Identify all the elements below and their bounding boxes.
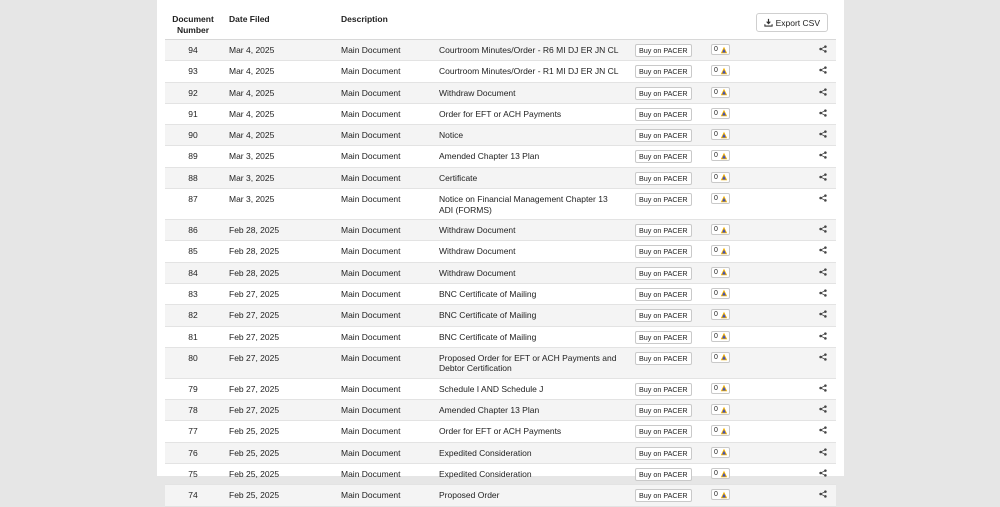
triangle-logo-icon bbox=[720, 247, 728, 255]
buy-on-pacer-button[interactable]: Buy on PACER bbox=[635, 65, 692, 78]
triangle-logo-icon bbox=[720, 491, 728, 499]
count-value: 0 bbox=[714, 173, 718, 181]
date-filed: Mar 4, 2025 bbox=[229, 108, 275, 119]
date-filed: Feb 27, 2025 bbox=[229, 310, 280, 321]
main-document-link[interactable]: Main Document bbox=[341, 469, 401, 480]
buy-on-pacer-button[interactable]: Buy on PACER bbox=[635, 193, 692, 206]
main-document-link[interactable]: Main Document bbox=[341, 352, 401, 363]
triangle-logo-icon bbox=[720, 289, 728, 297]
count-value: 0 bbox=[714, 247, 718, 255]
count-value: 0 bbox=[714, 427, 718, 435]
triangle-logo-icon bbox=[720, 195, 728, 203]
document-number: 93 bbox=[188, 66, 198, 77]
description-text: Expedited Consideration bbox=[439, 469, 532, 480]
date-filed: Feb 28, 2025 bbox=[229, 246, 280, 257]
triangle-logo-icon bbox=[720, 384, 728, 392]
table-row bbox=[165, 421, 836, 442]
share-icon[interactable] bbox=[819, 130, 827, 138]
header-description: Description bbox=[341, 14, 388, 24]
main-document-link[interactable]: Main Document bbox=[341, 331, 401, 342]
buy-on-pacer-button[interactable]: Buy on PACER bbox=[635, 425, 692, 438]
count-value: 0 bbox=[714, 152, 718, 160]
count-badge[interactable] bbox=[711, 288, 730, 299]
share-icon[interactable] bbox=[819, 151, 827, 159]
main-document-link[interactable]: Main Document bbox=[341, 447, 401, 458]
buy-on-pacer-button[interactable]: Buy on PACER bbox=[635, 172, 692, 185]
share-icon[interactable] bbox=[819, 225, 827, 233]
share-icon[interactable] bbox=[819, 45, 827, 53]
triangle-logo-icon bbox=[720, 88, 728, 96]
count-badge[interactable] bbox=[711, 331, 730, 342]
description-text: Notice bbox=[439, 130, 464, 141]
buy-on-pacer-button[interactable]: Buy on PACER bbox=[635, 447, 692, 460]
table-row bbox=[165, 485, 836, 506]
description-text: Proposed Order bbox=[439, 490, 500, 501]
document-number: 74 bbox=[188, 490, 198, 501]
main-document-link[interactable]: Main Document bbox=[341, 267, 401, 278]
count-value: 0 bbox=[714, 353, 718, 361]
document-number: 84 bbox=[188, 267, 198, 278]
buy-on-pacer-button[interactable]: Buy on PACER bbox=[635, 245, 692, 258]
triangle-logo-icon bbox=[720, 226, 728, 234]
triangle-logo-icon bbox=[720, 448, 728, 456]
description-text: Notice on Financial Management Chapter 13 ADI (FORMS) bbox=[439, 194, 608, 215]
count-value: 0 bbox=[714, 195, 718, 203]
date-filed: Feb 25, 2025 bbox=[229, 490, 280, 501]
count-badge[interactable] bbox=[711, 309, 730, 320]
count-value: 0 bbox=[714, 268, 718, 276]
share-icon[interactable] bbox=[819, 310, 827, 318]
table-row bbox=[165, 146, 836, 167]
date-filed: Mar 4, 2025 bbox=[229, 66, 275, 77]
share-icon[interactable] bbox=[819, 353, 827, 361]
triangle-logo-icon bbox=[720, 427, 728, 435]
count-badge[interactable] bbox=[711, 383, 730, 394]
export-csv-button[interactable] bbox=[756, 13, 828, 32]
main-document-link[interactable]: Main Document bbox=[341, 383, 401, 394]
table-row bbox=[165, 327, 836, 348]
count-badge[interactable] bbox=[711, 245, 730, 256]
table-row bbox=[165, 61, 836, 82]
description-text: Withdraw Document bbox=[439, 87, 516, 98]
share-icon[interactable] bbox=[819, 194, 827, 202]
table-row bbox=[165, 379, 836, 400]
document-number: 80 bbox=[188, 352, 198, 363]
share-icon[interactable] bbox=[819, 289, 827, 297]
count-badge[interactable] bbox=[711, 87, 730, 98]
date-filed: Mar 4, 2025 bbox=[229, 130, 275, 141]
share-icon[interactable] bbox=[819, 332, 827, 340]
count-value: 0 bbox=[714, 332, 718, 340]
share-icon[interactable] bbox=[819, 173, 827, 181]
date-filed: Mar 4, 2025 bbox=[229, 45, 275, 55]
document-number: 87 bbox=[188, 194, 198, 205]
date-filed: Feb 27, 2025 bbox=[229, 405, 280, 416]
table-row bbox=[165, 263, 836, 284]
description-text: Amended Chapter 13 Plan bbox=[439, 151, 540, 162]
document-number: 92 bbox=[188, 87, 198, 98]
table-row bbox=[165, 83, 836, 104]
count-badge[interactable] bbox=[711, 129, 730, 140]
document-number: 85 bbox=[188, 246, 198, 257]
main-document-link[interactable]: Main Document bbox=[341, 288, 401, 299]
document-number: 75 bbox=[188, 469, 198, 480]
count-badge[interactable] bbox=[711, 65, 730, 76]
document-number: 78 bbox=[188, 405, 198, 416]
count-badge[interactable] bbox=[711, 404, 730, 415]
header-date-filed: Date Filed bbox=[229, 14, 270, 24]
buy-on-pacer-button[interactable]: Buy on PACER bbox=[635, 404, 692, 417]
description-text: BNC Certificate of Mailing bbox=[439, 288, 537, 299]
table-row bbox=[165, 40, 836, 61]
count-badge[interactable] bbox=[711, 468, 730, 479]
description-text: Courtroom Minutes/Order - R1 MI DJ ER JN CL bbox=[439, 66, 619, 77]
buy-on-pacer-button[interactable]: Buy on PACER bbox=[635, 150, 692, 163]
triangle-logo-icon bbox=[720, 470, 728, 478]
description-text: BNC Certificate of Mailing bbox=[439, 310, 537, 321]
table-row bbox=[165, 348, 836, 379]
download-icon bbox=[764, 18, 773, 27]
triangle-logo-icon bbox=[720, 152, 728, 160]
count-badge[interactable] bbox=[711, 172, 730, 183]
share-icon[interactable] bbox=[819, 268, 827, 276]
table-row bbox=[165, 241, 836, 262]
description-text: Order for EFT or ACH Payments bbox=[439, 108, 562, 119]
date-filed: Feb 27, 2025 bbox=[229, 352, 280, 363]
table-row bbox=[165, 305, 836, 326]
main-document-link[interactable]: Main Document bbox=[341, 246, 401, 257]
buy-on-pacer-button[interactable]: Buy on PACER bbox=[635, 224, 692, 237]
main-document-link[interactable]: Main Document bbox=[341, 490, 401, 501]
count-value: 0 bbox=[714, 46, 718, 53]
share-icon[interactable] bbox=[819, 426, 827, 434]
triangle-logo-icon bbox=[720, 109, 728, 117]
table-header bbox=[165, 0, 836, 40]
document-number: 90 bbox=[188, 130, 198, 141]
count-badge[interactable] bbox=[711, 44, 730, 55]
document-number: 79 bbox=[188, 383, 198, 394]
docket-panel bbox=[157, 0, 844, 501]
triangle-logo-icon bbox=[720, 353, 728, 361]
triangle-logo-icon bbox=[720, 67, 728, 75]
description-text: BNC Certificate of Mailing bbox=[439, 331, 537, 342]
buy-on-pacer-button[interactable]: Buy on PACER bbox=[635, 267, 692, 280]
count-value: 0 bbox=[714, 88, 718, 96]
date-filed: Mar 3, 2025 bbox=[229, 151, 275, 162]
main-document-link[interactable]: Main Document bbox=[341, 225, 401, 236]
date-filed: Mar 3, 2025 bbox=[229, 172, 275, 183]
share-icon[interactable] bbox=[819, 246, 827, 254]
header-document-number: Document Number bbox=[172, 14, 214, 35]
date-filed: Feb 25, 2025 bbox=[229, 469, 280, 480]
count-value: 0 bbox=[714, 289, 718, 297]
document-number: 86 bbox=[188, 225, 198, 236]
share-icon[interactable] bbox=[819, 490, 827, 498]
table-row bbox=[165, 464, 836, 485]
document-number: 89 bbox=[188, 151, 198, 162]
count-value: 0 bbox=[714, 384, 718, 392]
document-number: 94 bbox=[188, 45, 198, 55]
description-text: Schedule I AND Schedule J bbox=[439, 383, 544, 394]
table-row bbox=[165, 168, 836, 189]
count-badge[interactable] bbox=[711, 150, 730, 161]
date-filed: Feb 28, 2025 bbox=[229, 225, 280, 236]
count-badge[interactable] bbox=[711, 425, 730, 436]
date-filed: Feb 28, 2025 bbox=[229, 267, 280, 278]
count-value: 0 bbox=[714, 67, 718, 75]
buy-on-pacer-button[interactable]: Buy on PACER bbox=[635, 309, 692, 322]
table-row bbox=[165, 104, 836, 125]
description-text: Expedited Consideration bbox=[439, 447, 532, 458]
count-value: 0 bbox=[714, 491, 718, 499]
description-text: Order for EFT or ACH Payments bbox=[439, 426, 562, 437]
triangle-logo-icon bbox=[720, 268, 728, 276]
document-number: 81 bbox=[188, 331, 198, 342]
count-badge[interactable] bbox=[711, 267, 730, 278]
count-badge[interactable] bbox=[711, 447, 730, 458]
main-document-link[interactable]: Main Document bbox=[341, 310, 401, 321]
count-value: 0 bbox=[714, 311, 718, 319]
triangle-logo-icon bbox=[720, 311, 728, 319]
description-text: Courtroom Minutes/Order - R6 MI DJ ER JN CL bbox=[439, 45, 619, 55]
share-icon[interactable] bbox=[819, 384, 827, 392]
description-text: Certificate bbox=[439, 172, 478, 183]
description-text: Withdraw Document bbox=[439, 225, 516, 236]
document-number: 83 bbox=[188, 288, 198, 299]
buy-on-pacer-button[interactable]: Buy on PACER bbox=[635, 288, 692, 301]
buy-on-pacer-button[interactable]: Buy on PACER bbox=[635, 129, 692, 142]
main-document-link[interactable]: Main Document bbox=[341, 194, 401, 205]
date-filed: Feb 25, 2025 bbox=[229, 447, 280, 458]
count-value: 0 bbox=[714, 470, 718, 478]
buy-on-pacer-button[interactable]: Buy on PACER bbox=[635, 489, 692, 502]
triangle-logo-icon bbox=[720, 173, 728, 181]
triangle-logo-icon bbox=[720, 406, 728, 414]
triangle-logo-icon bbox=[720, 131, 728, 139]
description-text: Withdraw Document bbox=[439, 267, 516, 278]
date-filed: Feb 27, 2025 bbox=[229, 331, 280, 342]
date-filed: Mar 3, 2025 bbox=[229, 194, 275, 205]
main-document-link[interactable]: Main Document bbox=[341, 66, 401, 77]
description-text: Proposed Order for EFT or ACH Payments and Debtor Certification bbox=[439, 352, 617, 374]
buy-on-pacer-button[interactable]: Buy on PACER bbox=[635, 468, 692, 481]
main-document-link[interactable]: Main Document bbox=[341, 45, 401, 55]
count-badge[interactable] bbox=[711, 352, 730, 363]
table-row bbox=[165, 125, 836, 146]
share-icon[interactable] bbox=[819, 405, 827, 413]
table-row bbox=[165, 284, 836, 305]
count-badge[interactable] bbox=[711, 489, 730, 500]
count-value: 0 bbox=[714, 226, 718, 234]
table-row bbox=[165, 220, 836, 241]
count-value: 0 bbox=[714, 131, 718, 139]
table-row bbox=[165, 189, 836, 220]
date-filed: Feb 27, 2025 bbox=[229, 383, 280, 394]
buy-on-pacer-button[interactable]: Buy on PACER bbox=[635, 87, 692, 100]
date-filed: Feb 27, 2025 bbox=[229, 288, 280, 299]
main-document-link[interactable]: Main Document bbox=[341, 405, 401, 416]
triangle-logo-icon bbox=[720, 332, 728, 340]
count-value: 0 bbox=[714, 406, 718, 414]
document-number: 77 bbox=[188, 426, 198, 437]
description-text: Withdraw Document bbox=[439, 246, 516, 257]
share-icon[interactable] bbox=[819, 109, 827, 117]
main-document-link[interactable]: Main Document bbox=[341, 172, 401, 183]
main-document-link[interactable]: Main Document bbox=[341, 151, 401, 162]
description-text: Amended Chapter 13 Plan bbox=[439, 405, 540, 416]
main-document-link[interactable]: Main Document bbox=[341, 108, 401, 119]
buy-on-pacer-button[interactable]: Buy on PACER bbox=[635, 108, 692, 121]
buy-on-pacer-button[interactable]: Buy on PACER bbox=[635, 44, 692, 57]
main-document-link[interactable]: Main Document bbox=[341, 130, 401, 141]
count-value: 0 bbox=[714, 109, 718, 117]
date-filed: Feb 25, 2025 bbox=[229, 426, 280, 437]
table-row bbox=[165, 400, 836, 421]
share-icon[interactable] bbox=[819, 448, 827, 456]
document-number: 76 bbox=[188, 447, 198, 458]
share-icon[interactable] bbox=[819, 88, 827, 96]
date-filed: Mar 4, 2025 bbox=[229, 87, 275, 98]
count-badge[interactable] bbox=[711, 193, 730, 204]
count-badge[interactable] bbox=[711, 108, 730, 119]
main-document-link[interactable]: Main Document bbox=[341, 87, 401, 98]
buy-on-pacer-button[interactable]: Buy on PACER bbox=[635, 331, 692, 344]
buy-on-pacer-button[interactable]: Buy on PACER bbox=[635, 352, 692, 365]
document-number: 88 bbox=[188, 172, 198, 183]
share-icon[interactable] bbox=[819, 66, 827, 74]
triangle-logo-icon bbox=[720, 46, 728, 54]
docket-table-body bbox=[165, 40, 836, 507]
count-badge[interactable] bbox=[711, 224, 730, 235]
share-icon[interactable] bbox=[819, 469, 827, 477]
table-row bbox=[165, 443, 836, 464]
document-number: 91 bbox=[188, 108, 198, 119]
buy-on-pacer-button[interactable]: Buy on PACER bbox=[635, 383, 692, 396]
main-document-link[interactable]: Main Document bbox=[341, 426, 401, 437]
export-csv-label: Export CSV bbox=[775, 17, 820, 28]
count-value: 0 bbox=[714, 448, 718, 456]
document-number: 82 bbox=[188, 310, 198, 321]
